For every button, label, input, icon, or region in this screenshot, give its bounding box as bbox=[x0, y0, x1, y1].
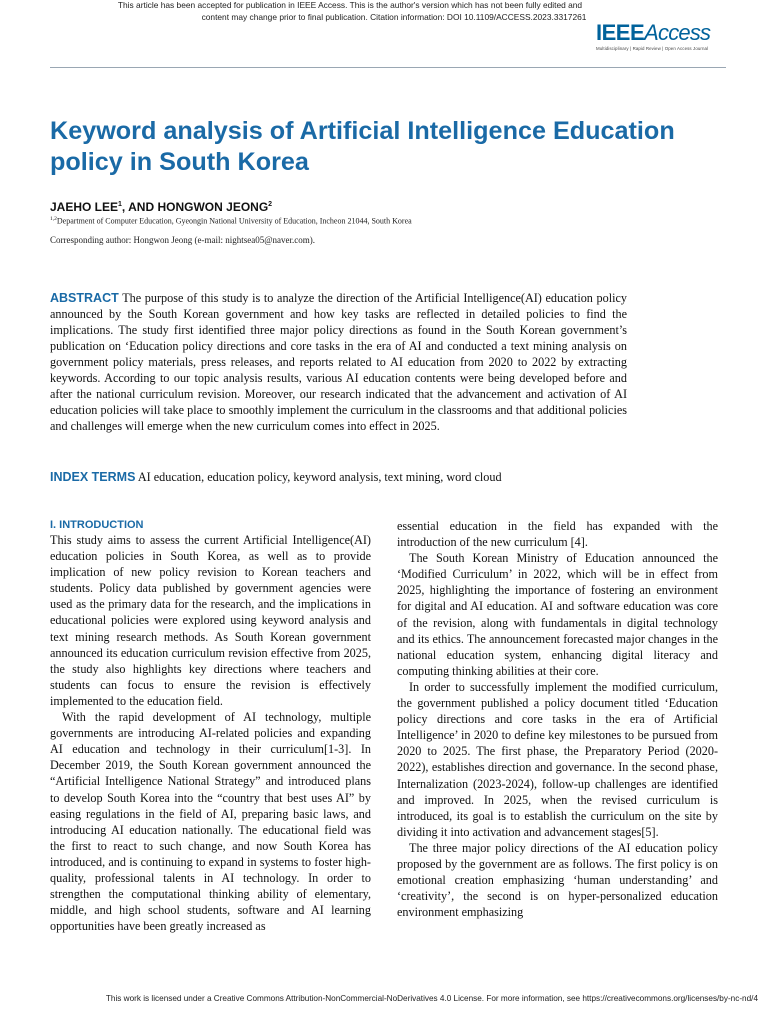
body-paragraph: essential education in the field has expanded with the introduction of the new curriculum [4]. bbox=[397, 519, 718, 550]
body-column-right bbox=[397, 518, 718, 920]
author-affiliation-mark: 2 bbox=[268, 201, 273, 208]
logo-access-text: Access bbox=[644, 20, 711, 45]
index-terms bbox=[50, 469, 690, 485]
paper-title: Keyword analysis of Artificial Intelligence Education policy in South Korea bbox=[50, 117, 675, 176]
corresponding-author: Corresponding author: Hongwon Jeong (e-mail: nightsea05@naver.com). bbox=[50, 235, 315, 245]
affiliation bbox=[50, 216, 412, 226]
abstract bbox=[50, 290, 627, 434]
body-paragraph: With the rapid development of AI technology, multiple governments are introducing AI-related policies and expanding AI education and technology in their curriculum[1-3]. In December 2019, the South Korean government announced the “Artificial Intelligence National Strategy” and introduced plans to develop South Korea into the “country that best uses AI” by easing regulations in the field of AI, preparing basic laws, and introducing AI education nationally. The educational field was the first to react to such change, and now South Korea has introduced, and is continuing to expand in systems to foster high-quality, professional talents in AI technology. In order to strengthen the computational thinking ability of elementary, middle, and high school students, software and AI learning opportunities have been greatly increased as bbox=[50, 710, 371, 934]
ieee-access-logo bbox=[596, 21, 726, 51]
body-paragraph: In order to successfully implement the modified curriculum, the government published a policy document titled ‘Education policy directions and core tasks in the era of Artificial Intelligence’ in 2020 to define key milestones to be pursued from 2020 to 2025. The first phase, the Preparatory Period (2020-2022), establishes direction and governance. In the second phase, Internalization (2023-2024), follow-up challenges are identified and improved. In 2025, when the revised curriculum is introduced, its goal is to establish the curriculum on the site by dividing it into activation and advancement stages[5]. bbox=[397, 679, 718, 839]
author-list bbox=[50, 200, 272, 214]
index-terms-label: INDEX TERMS bbox=[50, 470, 136, 484]
logo-ieee-text: IEEE bbox=[596, 20, 645, 45]
author-separator: , AND bbox=[121, 200, 158, 214]
body-paragraph: The South Korean Ministry of Education announced the ‘Modified Curriculum’ in 2022, which will be in effect from 2025, highlighting the importance of fostering an environment for digital and AI education. AI and software education was core of the revision, along with fundamentals in digital technology and its ethics. The announcement forecasted major changes in the national education system, enhancing digital literacy and computing thinking abilities at their core. bbox=[397, 551, 718, 678]
affiliation-text: Department of Computer Education, Gyeongin National University of Education, Incheon 21044, South Korea bbox=[56, 216, 412, 226]
affiliation-mark: 1,2 bbox=[50, 216, 57, 222]
author-name: JAEHO LEE bbox=[50, 200, 119, 214]
license-footer: This work is licensed under a Creative Commons Attribution-NonCommercial-NoDerivatives 4.0 License. For more information, see https://creativecommons.org/licenses/by-nc-nd/4 bbox=[105, 994, 758, 1003]
header-divider bbox=[50, 67, 726, 68]
abstract-label: ABSTRACT bbox=[50, 291, 119, 305]
author-affiliation-mark: 1 bbox=[118, 201, 122, 208]
section-heading: I. INTRODUCTION bbox=[50, 519, 144, 531]
logo-tagline: Multidisciplinary | Rapid Review | Open Access Journal bbox=[596, 46, 709, 51]
author-name: HONGWON JEONG bbox=[157, 200, 269, 214]
body-paragraph: This study aims to assess the current Artificial Intelligence(AI) education policies in South Korea, as well as to provide implication of new policy revision to Korean teachers and students. Policy data published by government agencies were used as the primary data for the research, and the implications in educational policies were explored using keyword analysis and text mining research methods. As South Korean government announced its education curriculum revision effective from 2025, the study also highlights key directions where teachers and students can focus to ensure the revision is effectively implemented to the education field. bbox=[50, 533, 371, 708]
publication-notice-line2: content may change prior to final publication. Citation information: DOI 10.1109/ACCESS.2023.3317261 bbox=[201, 12, 587, 22]
body-paragraph: The three major policy directions of the AI education policy proposed by the government are as follows. The first policy is on emotional creation emphasizing ‘human understanding’ and ‘creativity’, the second is on hyper-personalized education environment emphasizing bbox=[397, 840, 718, 920]
index-terms-text: AI education, education policy, keyword analysis, text mining, word cloud bbox=[137, 470, 502, 484]
abstract-text: The purpose of this study is to analyze the direction of the Artificial Intelligence(AI) education policy announced by the South Korean government and how key tasks are reflected in detailed policies to find the implications. The study first identified three major policy directions as found in the South Korean government’s publication on ‘Education policy directions and core tasks in the era of AI and conducted a text mining analysis on government policy materials, press releases, and reports related to AI education from 2020 to 2022 by extracting keywords. According to our topic analysis results, various AI education contents were being developed before and after the national curriculum revision. Moreover, our research indicated that the advancement and activation of AI education policies will take place to smoothly implement the curriculum in the classrooms and that additional policies and challenges will emerge when the new curriculum comes into effect in 2025. bbox=[50, 291, 628, 433]
body-column-left bbox=[50, 518, 371, 934]
publication-notice-line1: This article has been accepted for publication in IEEE Access. This is the author's version which has not been fully edited and bbox=[117, 0, 583, 10]
